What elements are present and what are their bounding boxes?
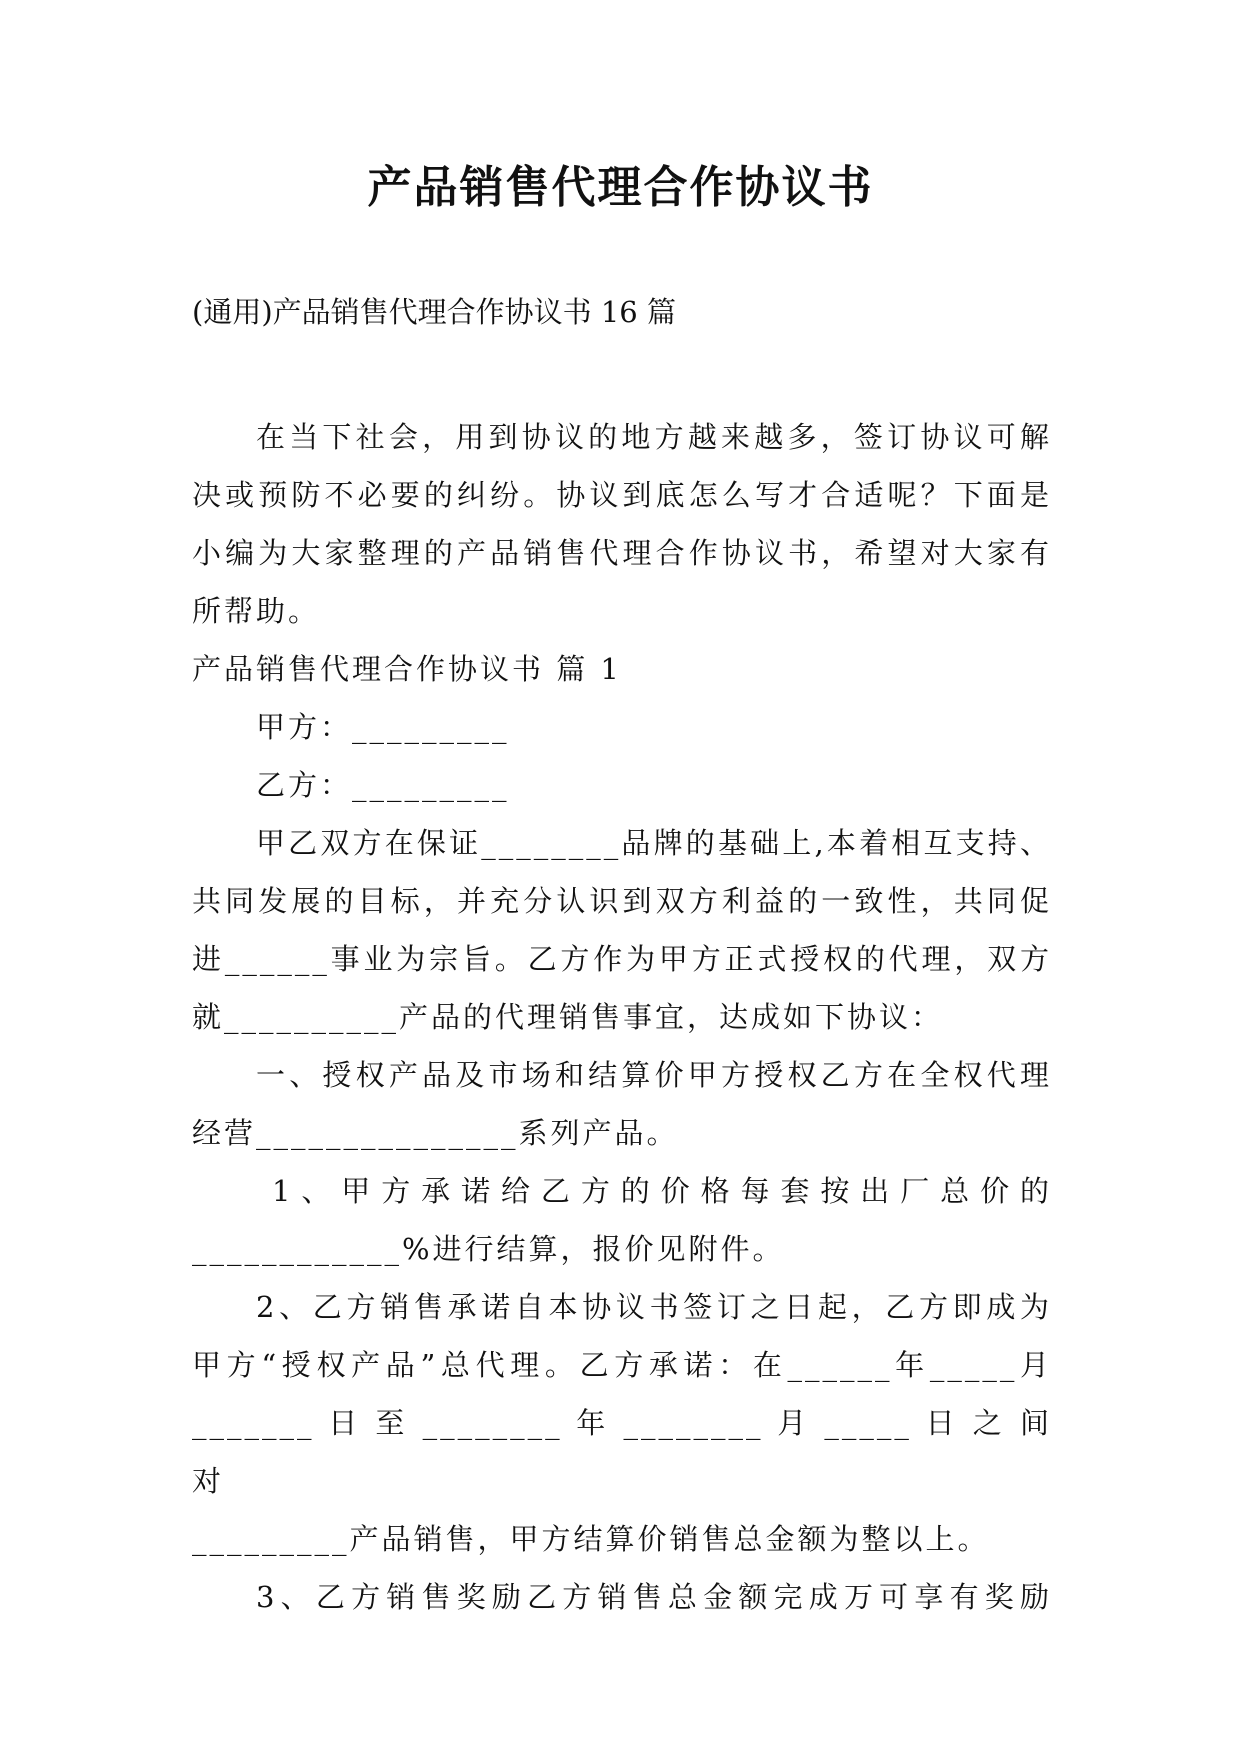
section-heading: 产品销售代理合作协议书 篇 1 [192,652,622,686]
document-title: 产品销售代理合作协议书 [367,162,874,213]
document-subtitle: (通用)产品销售代理合作协议书 16 篇 [192,295,676,329]
clause-1-2-line-2: 甲方“授权产品”总代理。乙方承诺：在______年_____月 [192,1348,1052,1382]
clause-1-2-line-4: _________产品销售，甲方结算价销售总金额为整以上。 [192,1522,990,1556]
agreement-preamble: 甲乙双方在保证________品牌的基础上,本着相互支持、共同发展的目标，并充分认识到双方利益的一致性，共同促进______事业为宗旨。乙方作为甲方正式授权的代理，双方就__________产品的代理销售事宜，达成如下协议： [192,826,1052,1034]
intro-paragraph: 在当下社会，用到协议的地方越来越多，签订协议可解决或预防不必要的纠纷。协议到底怎么写才合适呢？下面是小编为大家整理的产品销售代理合作协议书，希望对大家有所帮助。 [192,420,1052,628]
clause-1-3: 3、乙方销售奖励乙方销售总金额完成万可享有奖励 [256,1580,1052,1614]
clause-1-1-line-2: ____________%进行结算，报价见附件。 [192,1232,785,1266]
clause-1: 一、授权产品及市场和结算价甲方授权乙方在全权代理经营_______________系列产品。 [192,1058,1052,1150]
clause-1-1-line-1: 1、甲方承诺给乙方的价格每套按出厂总价的 [272,1174,1052,1208]
clause-1-2-line-1: 2、乙方销售承诺自本协议书签订之日起，乙方即成为 [256,1290,1052,1324]
document-body [192,408,1052,1626]
party-a-line: 甲方：_________ [256,710,510,744]
clause-1-2-line-3: _______ 日 至 ________ 年 ________ 月 _____ 日 之 间 对 [192,1406,1052,1498]
party-b-line: 乙方：_________ [256,768,510,802]
